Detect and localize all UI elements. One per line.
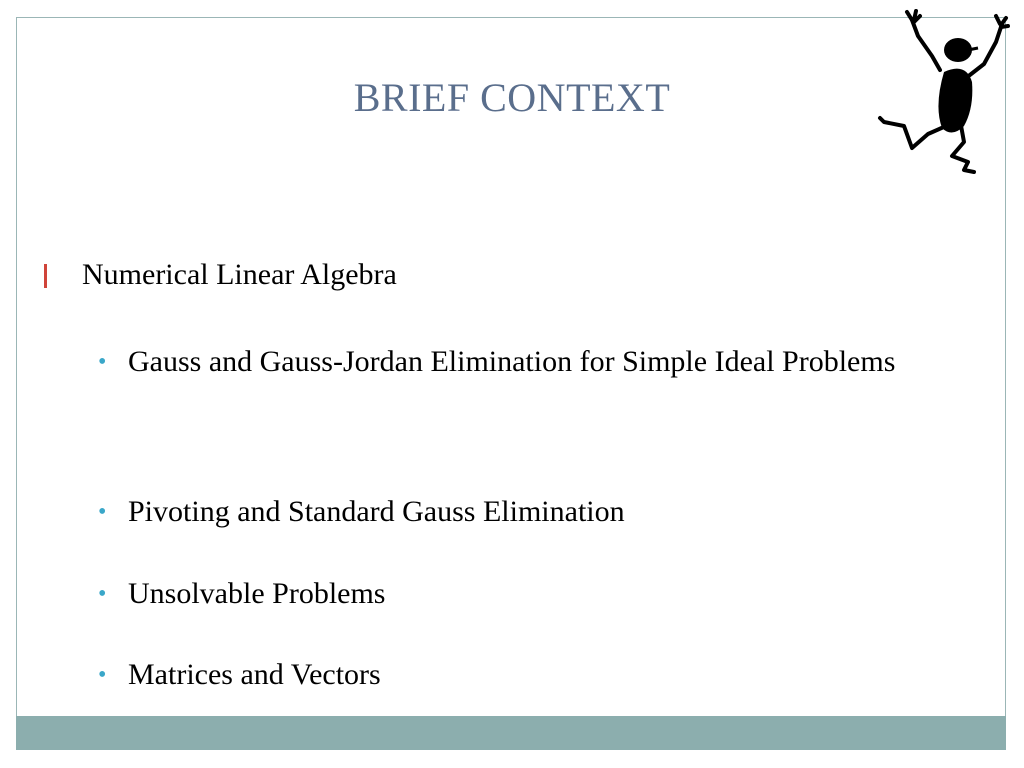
bullet-dot-icon: • — [98, 662, 107, 688]
footer-bar — [16, 716, 1006, 750]
bullet-text: Pivoting and Standard Gauss Elimination — [128, 495, 625, 528]
bullet-text: Matrices and Vectors — [128, 658, 381, 691]
bullet-text: Unsolvable Problems — [128, 577, 386, 610]
bullet-dot-icon: • — [98, 499, 107, 525]
jumping-stick-figure-icon — [874, 8, 1014, 176]
bullet-dot-icon: • — [98, 349, 107, 375]
slide-title: BRIEF CONTEXT — [353, 75, 671, 120]
level1-item-text: Numerical Linear Algebra — [82, 258, 397, 291]
bullet-text: Gauss and Gauss-Jordan Elimination for Simple Ideal Problems — [128, 345, 896, 378]
level1-marker — [44, 264, 47, 288]
bullet-dot-icon: • — [98, 581, 107, 607]
